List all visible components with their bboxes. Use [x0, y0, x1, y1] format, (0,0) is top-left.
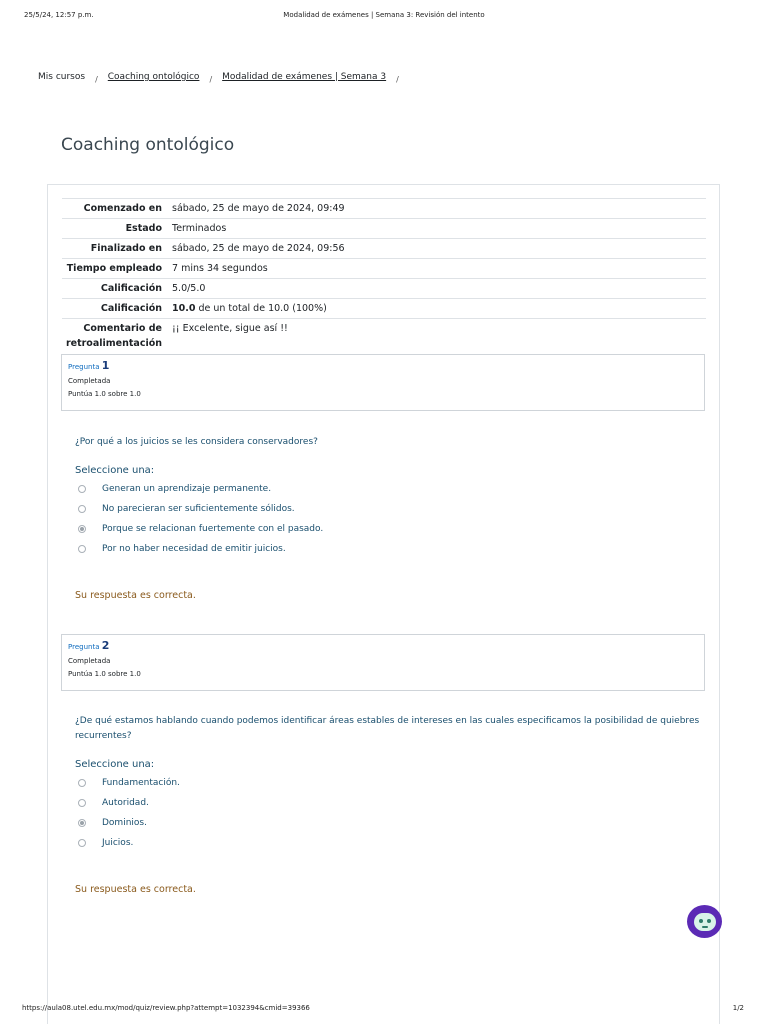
- radio-button[interactable]: [78, 485, 86, 493]
- answer-option[interactable]: [78, 479, 323, 499]
- chat-bot-face: [694, 913, 716, 931]
- question-text: ¿Por qué a los juicios se les considera conservadores?: [75, 437, 318, 447]
- page-title: Coaching ontológico: [61, 135, 235, 155]
- radio-button[interactable]: [78, 505, 86, 513]
- answer-option[interactable]: [78, 499, 323, 519]
- summary-row: [62, 219, 706, 239]
- radio-button[interactable]: [78, 779, 86, 787]
- summary-label: Comentario de retroalimentación: [65, 323, 162, 349]
- answer-list: [78, 773, 180, 853]
- question-state: Completada: [68, 657, 111, 665]
- summary-value: 7 mins 34 segundos: [172, 263, 268, 274]
- summary-label: Finalizado en: [90, 243, 162, 254]
- summary-label: Calificación: [100, 283, 162, 294]
- summary-value: sábado, 25 de mayo de 2024, 09:49: [172, 203, 345, 214]
- breadcrumb-separator: /: [95, 74, 98, 84]
- answer-feedback: Su respuesta es correcta.: [75, 884, 196, 895]
- breadcrumb: [38, 72, 409, 82]
- question-info-box: [61, 634, 705, 691]
- question-label: Pregunta: [68, 363, 100, 371]
- question-state: Completada: [68, 377, 111, 385]
- breadcrumb-course-link[interactable]: Coaching ontológico: [107, 72, 200, 82]
- chat-bot-icon[interactable]: [687, 905, 722, 938]
- summary-label: Tiempo empleado: [66, 263, 162, 274]
- print-title: Modalidad de exámenes | Semana 3: Revisión del intento: [283, 11, 485, 19]
- answer-text: Generan un aprendizaje permanente.: [102, 484, 272, 494]
- answer-text: Porque se relacionan fuertemente con el pasado.: [102, 524, 324, 534]
- answer-text: Juicios.: [102, 838, 134, 848]
- answer-option[interactable]: [78, 773, 180, 793]
- answer-text: Dominios.: [102, 818, 147, 828]
- question-grade: Puntúa 1.0 sobre 1.0: [68, 390, 141, 398]
- breadcrumb-quiz-link[interactable]: Modalidad de exámenes | Semana 3: [222, 72, 387, 82]
- radio-button-checked[interactable]: [78, 819, 86, 827]
- breadcrumb-my-courses[interactable]: Mis cursos: [38, 72, 86, 82]
- chat-bot-eye: [707, 919, 711, 923]
- summary-row: [62, 299, 706, 319]
- grade-score: 10.0: [172, 303, 196, 314]
- answer-option[interactable]: [78, 539, 323, 559]
- question-number-value: 2: [101, 639, 110, 652]
- question-number-value: 1: [101, 359, 110, 372]
- radio-button-checked[interactable]: [78, 525, 86, 533]
- print-url: https://aula08.utel.edu.mx/mod/quiz/review.php?attempt=1032394&cmid=39366: [22, 1004, 310, 1012]
- question-label: Pregunta: [68, 643, 100, 651]
- print-page-number: 1/2: [732, 1004, 744, 1012]
- summary-value: ¡¡ Excelente, sigue así !!: [172, 323, 288, 334]
- chat-bot-mouth: [702, 926, 708, 928]
- answer-feedback: Su respuesta es correcta.: [75, 590, 196, 601]
- radio-button[interactable]: [78, 839, 86, 847]
- question-grade: Puntúa 1.0 sobre 1.0: [68, 670, 141, 678]
- answer-option[interactable]: [78, 833, 180, 853]
- print-datetime: 25/5/24, 12:57 p.m.: [24, 11, 94, 19]
- question-number: [68, 359, 698, 372]
- answer-text: No parecieran ser suficientemente sólidos.: [102, 504, 295, 514]
- summary-row: [62, 259, 706, 279]
- answer-option-selected[interactable]: [78, 519, 323, 539]
- summary-value: [172, 299, 706, 319]
- breadcrumb-separator: /: [396, 74, 399, 84]
- answer-prompt: Seleccione una:: [75, 465, 155, 476]
- summary-row: [62, 199, 706, 219]
- summary-row: [62, 239, 706, 259]
- summary-value: 5.0/5.0: [172, 283, 206, 294]
- answer-text: Fundamentación.: [102, 778, 180, 788]
- summary-label: Estado: [125, 223, 162, 234]
- answer-list: [78, 479, 323, 559]
- question-number: [68, 639, 698, 652]
- answer-option-selected[interactable]: [78, 813, 180, 833]
- grade-total: de un total de 10.0 (100%): [195, 303, 327, 314]
- answer-prompt: Seleccione una:: [75, 759, 155, 770]
- breadcrumb-separator: /: [209, 74, 213, 84]
- summary-row: [62, 279, 706, 299]
- summary-value: sábado, 25 de mayo de 2024, 09:56: [172, 243, 345, 254]
- attempt-summary-table: [62, 198, 706, 353]
- summary-label: Comenzado en: [83, 203, 162, 214]
- question-text: ¿De qué estamos hablando cuando podemos identificar áreas estables de intereses en las cuales especificamos la posibilidad de quiebres recurrentes?: [75, 716, 700, 741]
- answer-option[interactable]: [78, 793, 180, 813]
- radio-button[interactable]: [78, 799, 86, 807]
- answer-text: Autoridad.: [102, 798, 149, 808]
- summary-label: Calificación: [100, 303, 162, 314]
- summary-row: [62, 319, 706, 354]
- chat-bot-eye: [699, 919, 703, 923]
- answer-text: Por no haber necesidad de emitir juicios.: [102, 544, 286, 554]
- radio-button[interactable]: [78, 545, 86, 553]
- summary-value: Terminados: [172, 223, 227, 234]
- question-info-box: [61, 354, 705, 411]
